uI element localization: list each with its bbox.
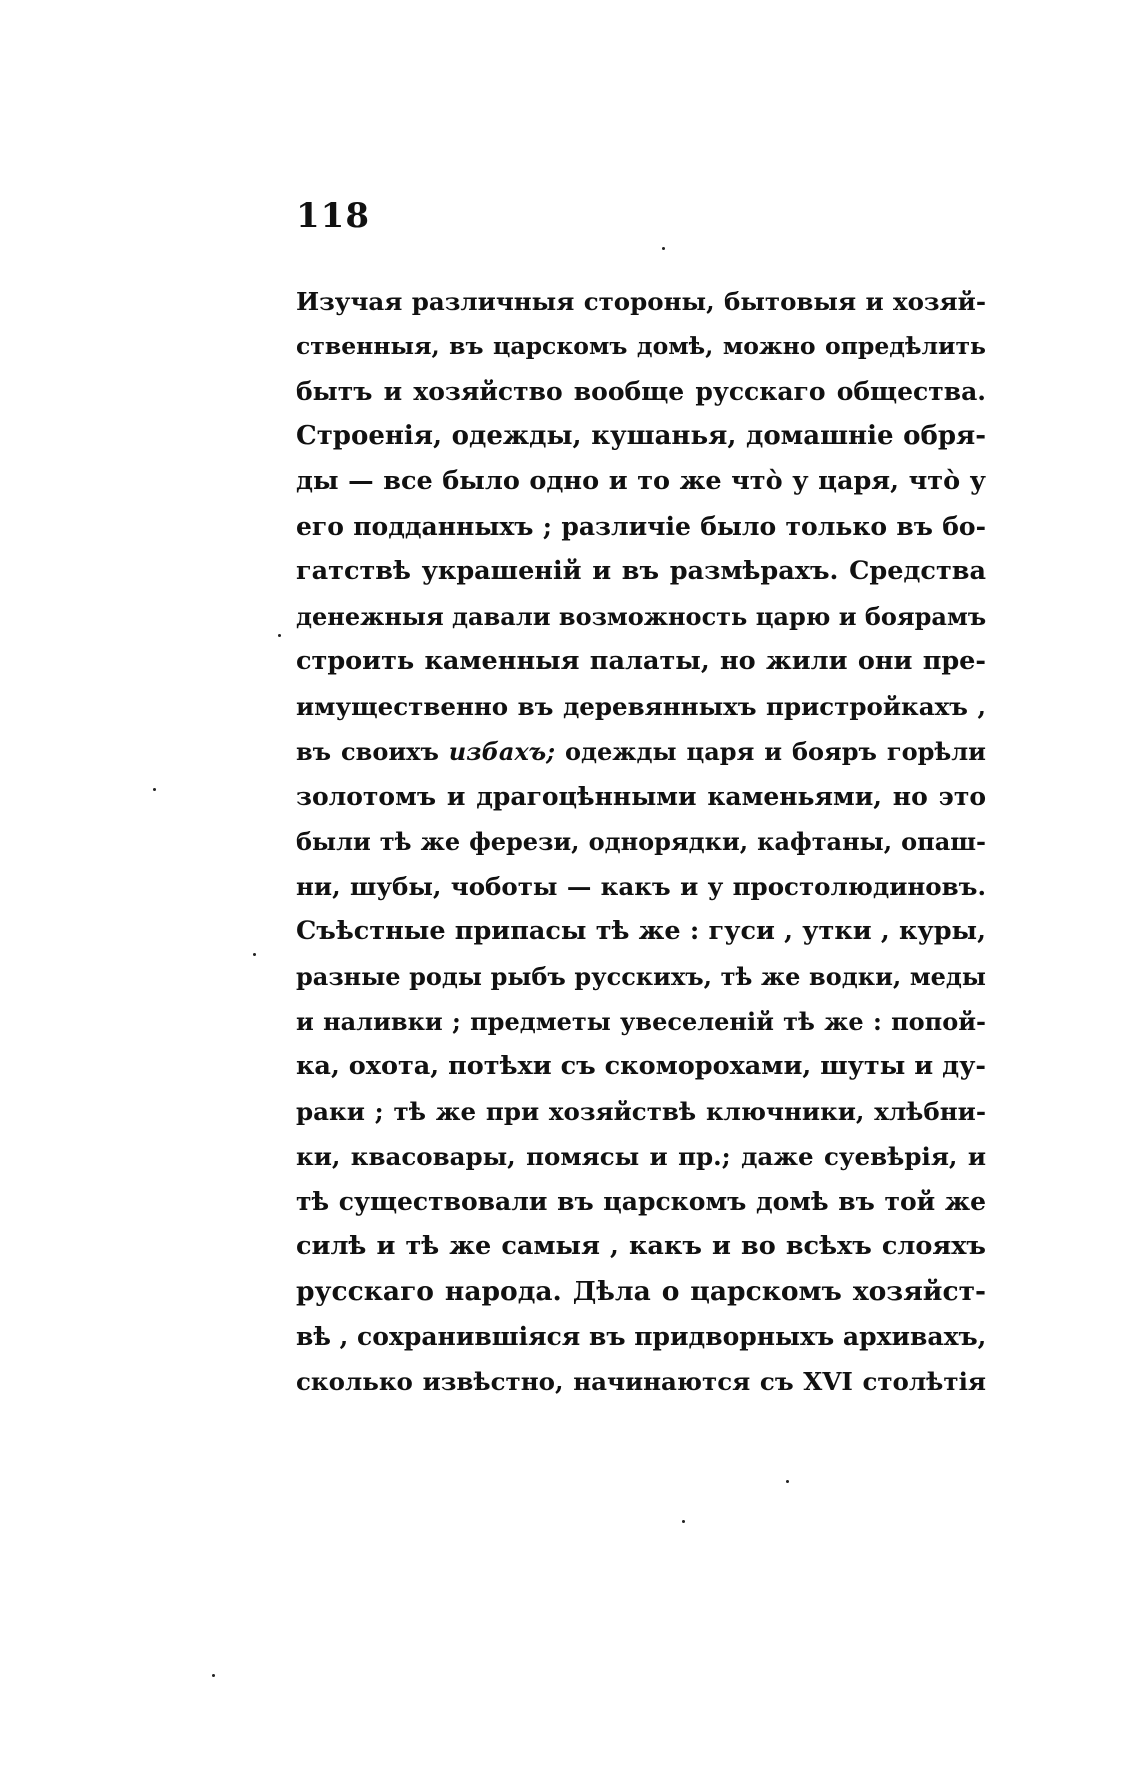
text-line: Изучая различныя стороны, бытовыя и хозяй- bbox=[296, 287, 986, 316]
text-line: вѣ , сохранившіяся въ придворныхъ архивахъ, bbox=[296, 1322, 987, 1351]
text-line: и наливки ; предметы увеселеній тѣ же : попой- bbox=[296, 1007, 986, 1036]
text-line: ни, шубы, чоботы — какъ и у простолюдиновъ. bbox=[296, 872, 986, 901]
text-line: сколько извѣстно, начинаются съ XVI столѣтія bbox=[296, 1367, 986, 1396]
text-line: денежныя давали возможность царю и боярамъ bbox=[296, 602, 987, 631]
scan-speck bbox=[662, 247, 665, 250]
page-number: 118 bbox=[296, 196, 370, 236]
italic-word: избахъ; bbox=[448, 737, 556, 766]
text-line: силѣ и тѣ же самыя , какъ и во всѣхъ слояхъ bbox=[296, 1231, 986, 1261]
text-line: были тѣ же ферези, однорядки, кафтаны, опаш- bbox=[296, 827, 986, 856]
text-segment: въ своихъ bbox=[296, 737, 449, 766]
text-segment: одежды царя и бояръ горѣли bbox=[555, 737, 986, 766]
text-line: тѣ существовали въ царскомъ домѣ въ той же bbox=[296, 1187, 986, 1216]
text-line: разные роды рыбъ русскихъ, тѣ же водки, меды bbox=[296, 962, 986, 991]
scan-speck bbox=[253, 953, 256, 956]
scan-speck bbox=[682, 1520, 685, 1523]
text-line: раки ; тѣ же при хозяйствѣ ключники, хлѣбни- bbox=[296, 1097, 986, 1126]
scan-speck bbox=[212, 1674, 215, 1677]
text-line: имущественно въ деревянныхъ пристройкахъ , bbox=[296, 692, 986, 721]
text-line: золотомъ и драгоцѣнными каменьями, но это bbox=[296, 782, 986, 811]
text-line-with-italic bbox=[296, 729, 986, 774]
text-line: ды — все было одно и то же что̀ у царя, что̀ у bbox=[296, 466, 986, 496]
body-text bbox=[296, 279, 986, 1404]
text-line: его подданныхъ ; различіе было только въ бо- bbox=[296, 512, 986, 541]
scan-speck bbox=[786, 1480, 789, 1483]
scan-speck bbox=[278, 634, 281, 637]
text-line: ки, квасовары, помясы и пр.; даже суевѣрія, и bbox=[296, 1142, 986, 1171]
text-line: Съѣстные припасы тѣ же : гуси , утки , куры, bbox=[296, 916, 986, 946]
text-line: ка, охота, потѣхи съ скоморохами, шуты и ду- bbox=[296, 1051, 986, 1081]
text-line: русскаго народа. Дѣла о царскомъ хозяйст- bbox=[296, 1276, 986, 1307]
text-line: строить каменныя палаты, но жили они пре- bbox=[296, 646, 986, 676]
text-line: Строенія, одежды, кушанья, домашніе обря- bbox=[296, 421, 986, 451]
text-line: гатствѣ украшеній и въ размѣрахъ. Средства bbox=[296, 556, 986, 586]
scan-speck bbox=[153, 788, 156, 791]
text-line: ственныя, въ царскомъ домѣ, можно опредѣлить bbox=[296, 332, 986, 360]
text-line: бытъ и хозяйство вообще русскаго общества. bbox=[296, 377, 986, 406]
